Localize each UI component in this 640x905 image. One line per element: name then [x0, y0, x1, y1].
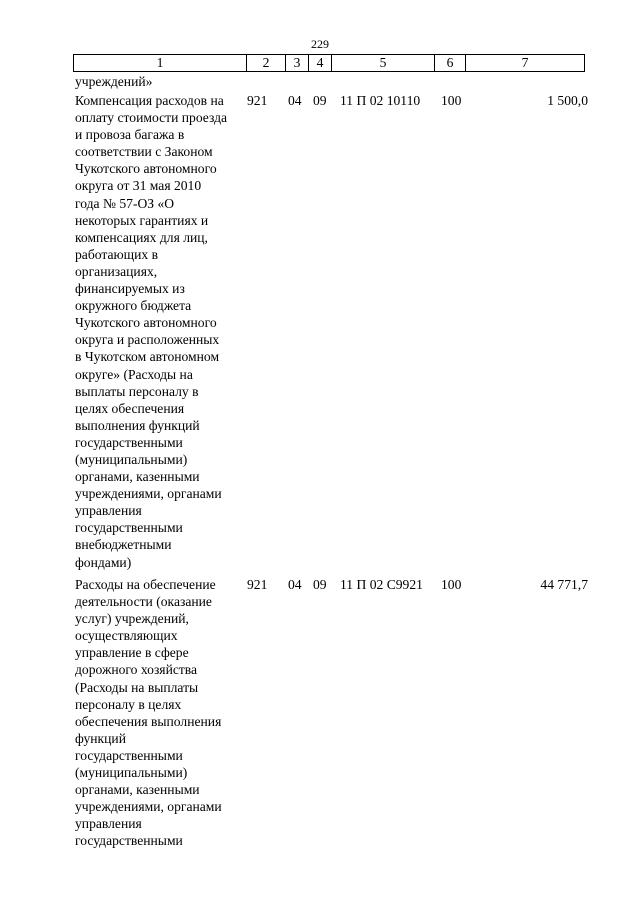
row-2-col2: 921 [247, 577, 268, 592]
page-number: 229 [311, 37, 329, 51]
column-header-6: 6 [435, 55, 466, 72]
row-1-col3: 04 [288, 93, 302, 108]
column-header-3: 3 [286, 55, 309, 72]
column-header-2: 2 [247, 55, 286, 72]
column-header-5: 5 [332, 55, 435, 72]
row-2-col5: 11 П 02 С9921 [340, 577, 423, 592]
row-2-col7: 44 771,7 [540, 577, 588, 592]
table-column-header [73, 54, 585, 72]
row-1-col6: 100 [441, 93, 462, 108]
continuation-line: учреждений» [75, 74, 153, 89]
row-1-description: Компенсация расходов на оплату стоимости проезда и провоза багажа в соответствии с Законом Чукотского автономного округа от 31 мая 2010 года № 57-ОЗ «О некоторых гарантиях и компенсациях для лиц, работающих в организациях, финансируемых из окружного бюджета Чукотского автономного округа и расположенных в Чукотском автономном округе» (Расходы на выплаты персоналу в целях обеспечения выполнения функций государственными (муниципальными) органами, казенными учреждениями, органами управления государственными внебюджетными фондами) [75, 93, 228, 570]
row-1-col4: 09 [313, 93, 327, 108]
row-2-description: Расходы на обеспечение деятельности (оказание услуг) учреждений, осуществляющих управление в сфере дорожного хозяйства (Расходы на выплаты персоналу в целях обеспечения выполнения функций государственными (муниципальными) органами, казенными учреждениями, органами управления государственными [75, 577, 222, 849]
row-1-col5: 11 П 02 10110 [340, 93, 421, 108]
column-header-4: 4 [309, 55, 332, 72]
row-2-col6: 100 [441, 577, 462, 592]
row-2-col4: 09 [313, 577, 327, 592]
row-1-col7: 1 500,0 [547, 93, 588, 108]
column-header-1: 1 [74, 55, 247, 72]
row-1-col2: 921 [247, 93, 268, 108]
column-header-7: 7 [466, 55, 585, 72]
row-2-col3: 04 [288, 577, 302, 592]
